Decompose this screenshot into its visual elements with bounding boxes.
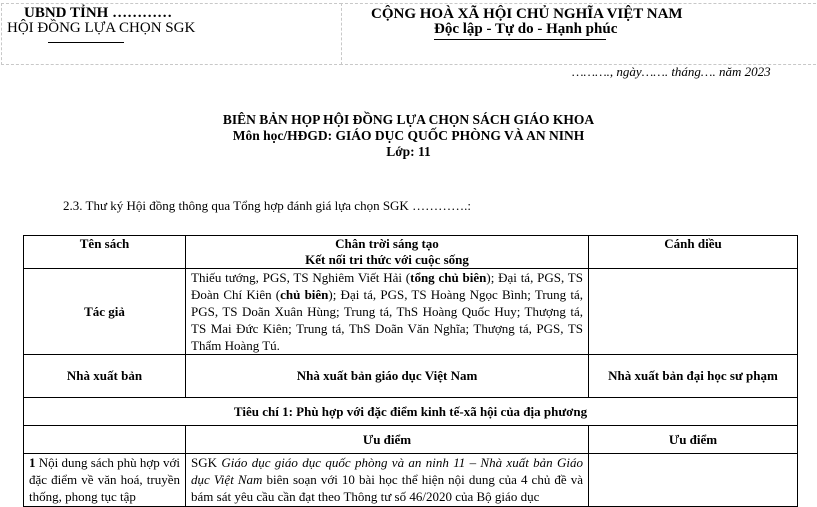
header-book-name: Tên sách xyxy=(24,236,186,269)
table-row xyxy=(24,355,798,398)
book-series-2: Kết nối tri thức với cuộc sống xyxy=(305,252,469,267)
table-row xyxy=(24,398,798,426)
date-line: ………., ngày……. tháng…. năm 2023 xyxy=(572,64,771,79)
header-col2 xyxy=(186,236,589,269)
underline-divider xyxy=(434,39,606,40)
criterion-1: Tiêu chí 1: Phù hợp với đặc điểm kinh tế-xã hội của địa phương xyxy=(24,398,798,426)
empty-cell xyxy=(24,426,186,454)
publisher-col3: Nhà xuất bản đại học sư phạm xyxy=(589,355,798,398)
advantages-col3: Ưu điểm xyxy=(589,426,798,454)
table-row xyxy=(24,269,798,355)
header-col3: Cánh diều xyxy=(589,236,798,269)
authors-label: Tác giả xyxy=(24,269,186,355)
table-row xyxy=(24,426,798,454)
intro-paragraph: 2.3. Thư ký Hội đồng thông qua Tổng hợp đánh giá lựa chọn SGK ………….: xyxy=(63,198,471,213)
criterion-item-1-content: SGK Giáo dục giáo dục quốc phòng và an ninh 11 – Nhà xuất bản Giáo dục Việt Nam biên soạn với 10 bài học thể hiện nội dung của 4 chủ đề và bám sát yêu cầu cần đạt theo Thông tư số 46/2020 của Bộ giáo dục xyxy=(186,454,589,507)
document-title: BIÊN BẢN HỌP HỘI ĐỒNG LỰA CHỌN SÁCH GIÁO KHOA xyxy=(222,112,595,127)
header-left-box xyxy=(1,3,342,65)
advantages-col2: Ưu điểm xyxy=(186,426,589,454)
nation-title: CỘNG HOÀ XÃ HỘI CHỦ NGHĨA VIỆT NAM xyxy=(371,6,683,22)
table-row xyxy=(24,454,798,507)
criterion-item-1-col3 xyxy=(589,454,798,507)
publisher-col2: Nhà xuất bản giáo dục Việt Nam xyxy=(186,355,589,398)
publisher-label: Nhà xuất bản xyxy=(24,355,186,398)
authors-list: Thiếu tướng, PGS, TS Nghiêm Viết Hải (tổng chủ biên); Đại tá, PGS, TS Đoàn Chí Kiên (chủ biên); Đại tá, PGS, TS Hoàng Ngọc Bình; Trung tá, PGS, TS Doãn Xuân Hùng; Trung tá, ThS Hoàng Quốc Huy; Thượng tá, TS Mai Đức Kiên; Trung tá, ThS Doãn Văn Nghĩa; Thượng tá, PGS, TS Thẩm Hoàng Tú. xyxy=(186,269,589,355)
book-series-1: Chân trời sáng tạo xyxy=(335,236,439,251)
council-name: HỘI ĐỒNG LỰA CHỌN SGK xyxy=(7,20,196,36)
nation-motto: Độc lập - Tự do - Hạnh phúc xyxy=(434,21,618,37)
table-row xyxy=(24,236,798,269)
province-label: UBND TỈNH ………… xyxy=(24,5,173,21)
underline-divider xyxy=(48,42,124,43)
grade-line: Lớp: 11 xyxy=(386,144,431,159)
authors-col3 xyxy=(589,269,798,355)
subject-line: Môn học/HĐGD: GIÁO DỤC QUỐC PHÒNG VÀ AN NINH xyxy=(232,128,585,143)
criterion-item-1: 1 Nội dung sách phù hợp với đặc điểm về văn hoá, truyền thống, phong tục tập xyxy=(24,454,186,507)
header-right-box xyxy=(340,3,816,65)
evaluation-table xyxy=(23,235,798,507)
